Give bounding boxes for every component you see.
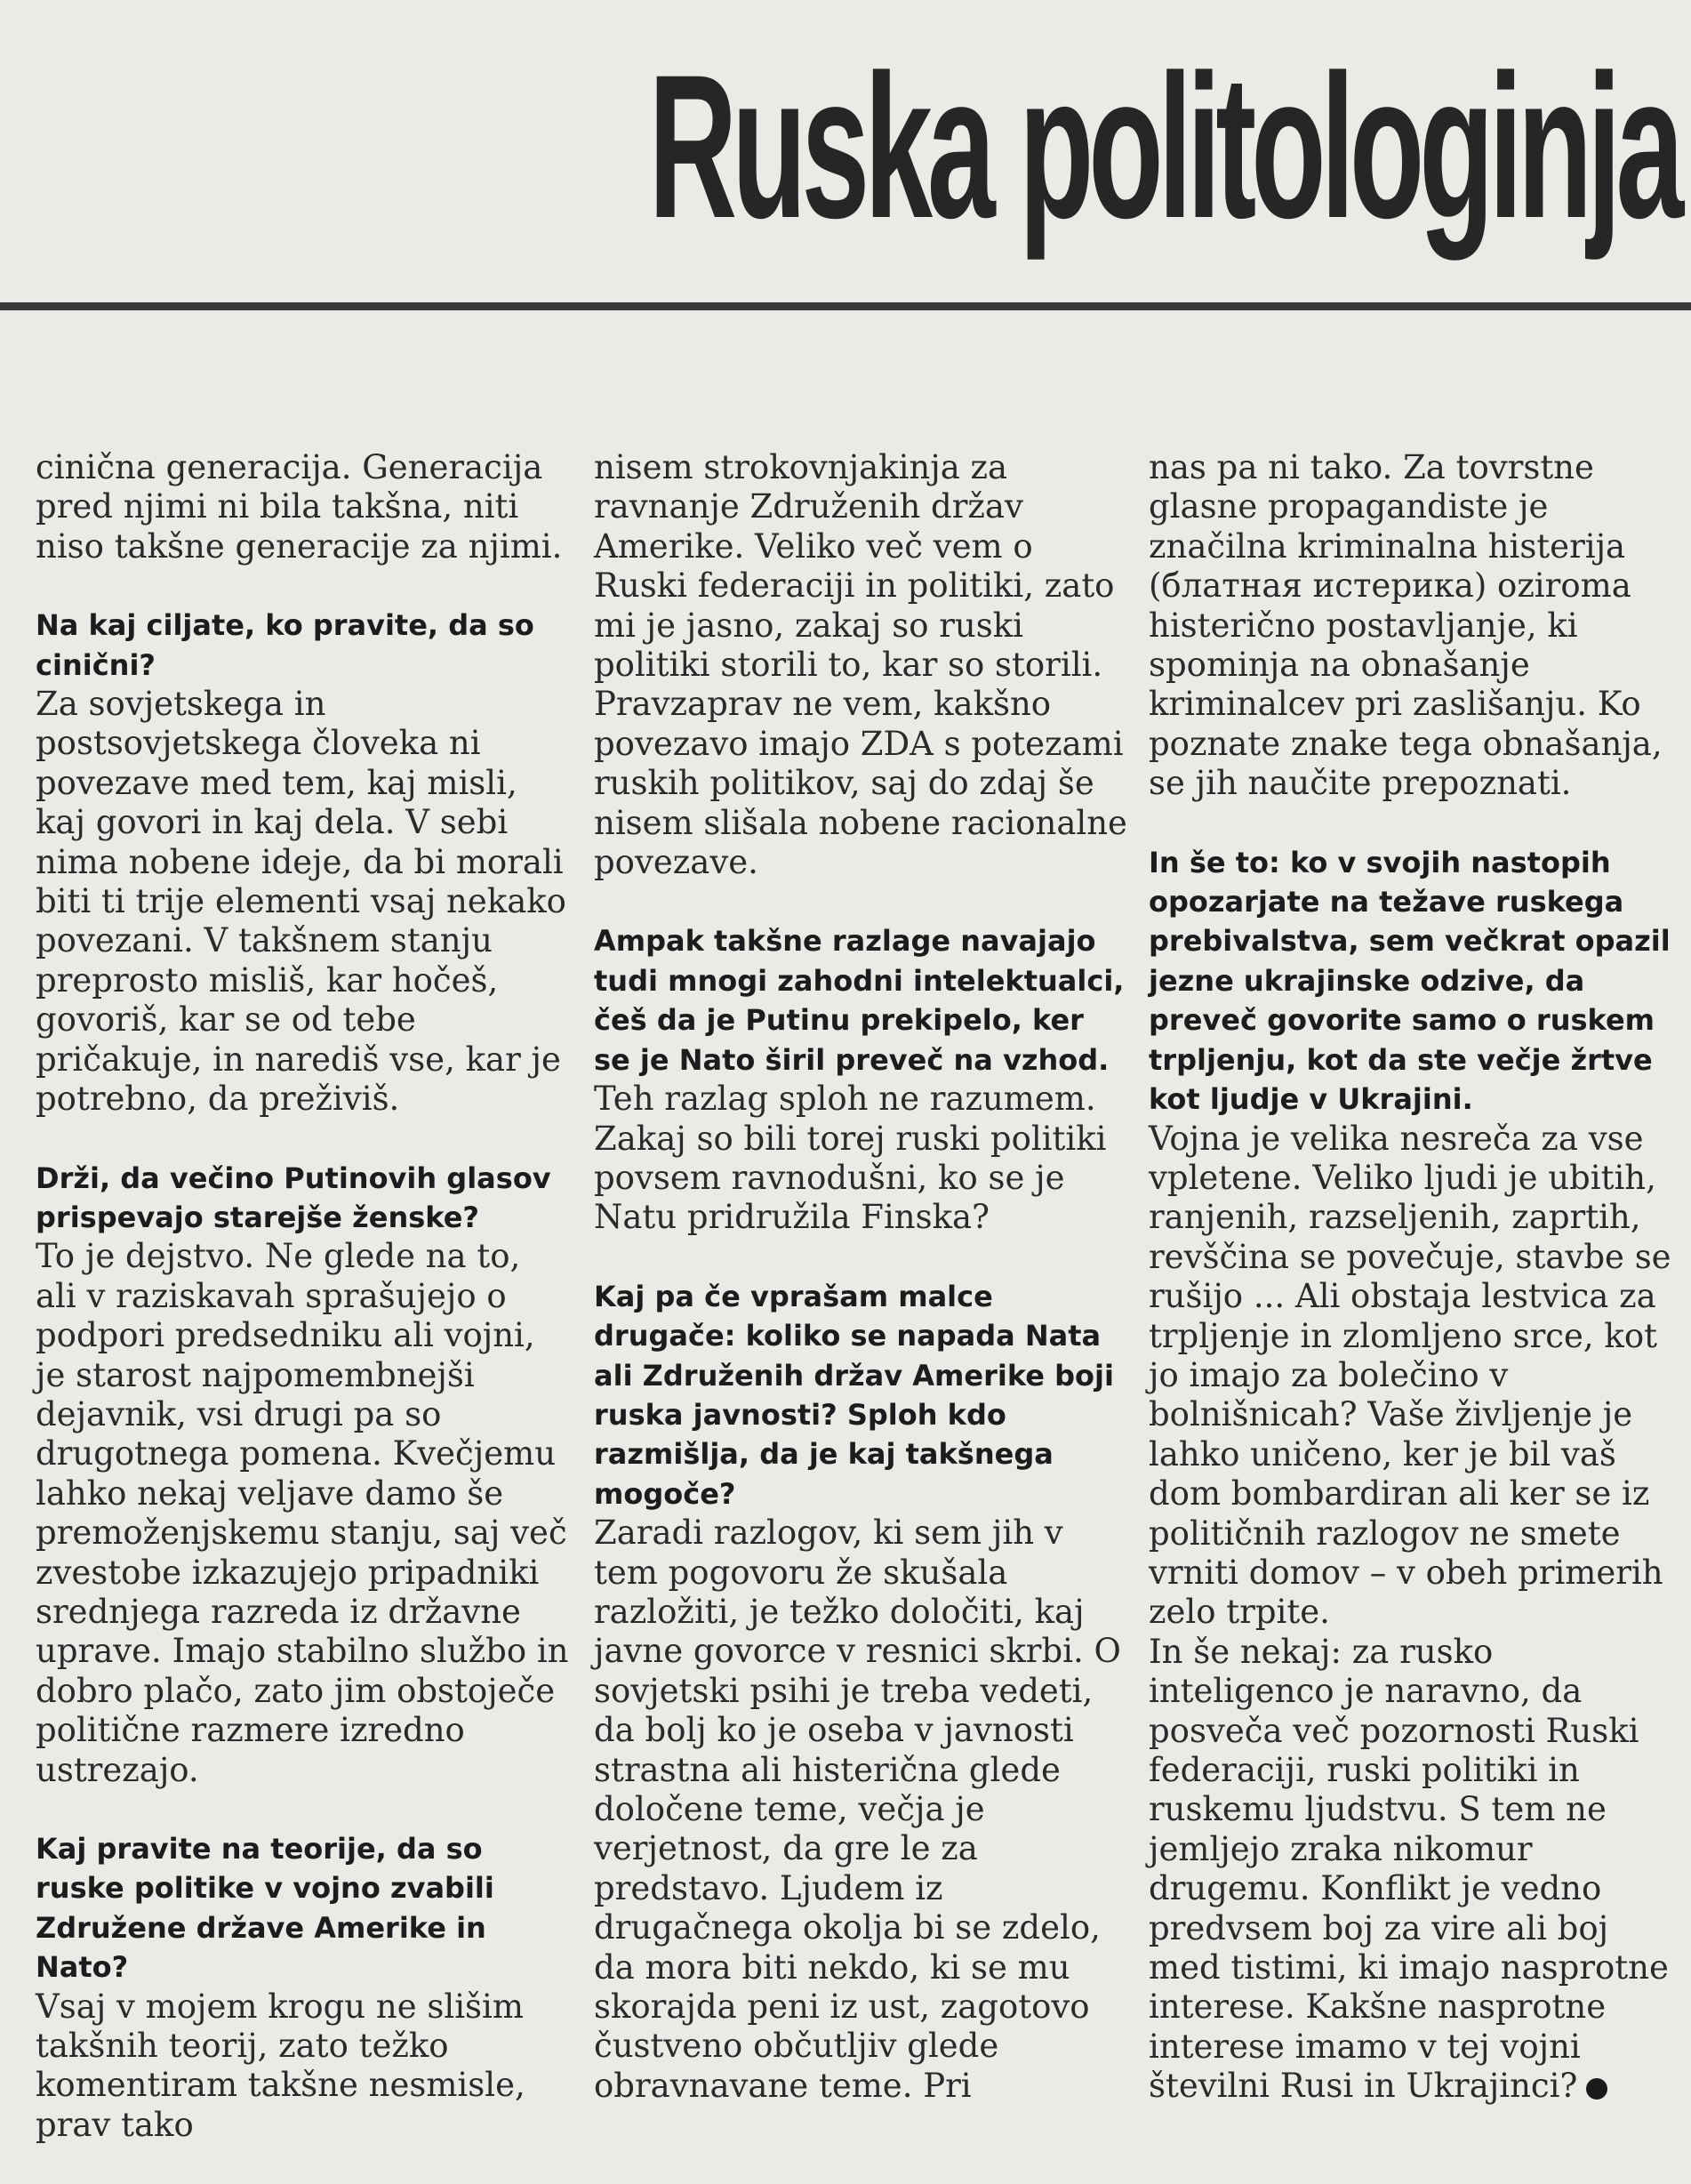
answer-text: Vojna je velika nesreča za vse vpletene. Veliko ljudi je ubitih, ranjenih, razseljenih, zaprtih, revščina se povečuje, stavbe se rušijo ... Ali obstaja lestvica za trpljenje in zlomljeno srce, kot jo imajo za bolečino v bolnišnicah? Vaše življenje je lahko uničeno, ker je bil vaš dom bombardiran ali ker se iz političnih razlogov ne smete vrniti domov – v obeh primerih zelo trpite. (1149, 1119, 1671, 1632)
answer-text: Vsaj v mojem krogu ne slišim takšnih teorij, zato težko komentiram takšne nesmisle, prav tako (36, 1987, 525, 2144)
interview-question: In še to: ko v svojih nastopih opozarjate na težave ruskega prebivalstva, sem večkrat opazil jezne ukrajinske odzive, da preveč govorite samo o ruskem trpljenju, kot da ste večje žrtve kot ljudje v Ukrajini. (1149, 845, 1671, 1117)
paragraph (1149, 448, 1682, 804)
interview-question: Kaj pa če vprašam malce drugače: koliko se napada Nata ali Združenih držav Amerike boji ruska javnosti? Sploh kdo razmišlja, da je kaj takšnega mogoče? (594, 1279, 1114, 1511)
answer-text: Teh razlag sploh ne razumem. Zakaj so bili torej ruski politiki povsem ravnodušni, ko se je Natu pridružila Finska? (594, 1080, 1107, 1237)
qa-block (36, 1829, 569, 2145)
column-3 (1149, 448, 1682, 2146)
answer-text: cinična generacija. Generacija pred njimi ni bila takšna, niti niso takšne generacije za njimi. (36, 448, 563, 566)
interview-question: Drži, da večino Putinovih glasov prispevajo starejše ženske? (36, 1160, 551, 1234)
interview-question: Na kaj ciljate, ko pravite, da so cinični? (36, 608, 534, 682)
interview-question: Ampak takšne razlage navajajo tudi mnogi zahodni intelektualci, češ da je Putinu prekipelo, ker se je Nato širil preveč na vzhod. (594, 924, 1125, 1077)
paragraph (36, 448, 569, 566)
paragraph (1149, 1633, 1682, 2107)
answer-text: Zaradi razlogov, ki sem jih v tem pogovoru že skušala razložiti, je težko določiti, kaj javne govorce v resnici skrbi. O sovjetski psihi je treba vedeti, da bolj ko je oseba v javnosti strastna ali histerična glede določene teme, večja je verjetnost, da gre le za predstavo. Ljudem iz drugačnega okolja bi se zdelo, da mora biti nekdo, ki se mu skorajda peni iz ust, zagotovo čustveno občutljiv glede obravnavane teme. Pri (594, 1514, 1121, 2105)
answer-text: In še nekaj: za rusko inteligenco je naravno, da posveča več pozornosti Ruski federaciji, ruski politiki in ruskemu ljudstvu. S tem ne jemljejo zraka nikomur drugemu. Konflikt je vedno predvsem boj za vire ali boj med tistimi, ki imajo nasprotne interese. Kakšne nasprotne interese imamo v tej vojni številni Rusi in Ukrajinci? (1149, 1632, 1669, 2106)
answer-text: Za sovjetskega in postsovjetskega človeka ni povezave med tem, kaj misli, kaj govori in kaj dela. V sebi nima nobene ideje, da bi morali biti ti trije elementi vsaj nekako povezani. V takšnem stanju preprosto misliš, kar hočeš, govoriš, kar se od tebe pričakuje, in narediš vse, kar je potrebno, da preživiš. (36, 685, 566, 1119)
answer-text: nas pa ni tako. Za tovrstne glasne propagandiste je značilna kriminalna histerija (блатная истерика) oziroma histerično postavljanje, ki spominja na obnašanje kriminalcev pri zaslišanju. Ko poznate znake tega obnašanja, se jih naučite prepoznati. (1149, 448, 1663, 803)
answer-text: To je dejstvo. Ne glede na to, ali v raziskavah sprašujejo o podpori predsedniku ali vojni, je starost najpomembnejši dejavnik, vsi drugi pa so drugotnega pomena. Kvečjemu lahko nekaj veljave damo še premoženjskemu stanju, saj več zvestobe izkazujejo pripadniki srednjega razreda iz državne uprave. Imajo stabilno službo in dobro plačo, zato jim obstoječe politične razmere izredno ustrezajo. (36, 1237, 569, 1789)
qa-block (594, 1277, 1127, 2107)
interview-question: Kaj pravite na teorije, da so ruske politike v vojno zvabili Združene države Amerike in Nato? (36, 1832, 494, 1985)
column-2 (594, 448, 1127, 2145)
paragraph (594, 448, 1127, 882)
qa-block (1149, 843, 1682, 1633)
column-1 (36, 448, 569, 2184)
qa-block (594, 921, 1127, 1237)
answer-text: nisem strokovnjakinja za ravnanje Združenih držav Amerike. Veliko več vem o Ruski federaciji in politiki, zato mi je jasno, zakaj so ruski politiki storili to, kar so storili. Pravzaprav ne vem, kakšno povezavo imajo ZDA s potezami ruskih politikov, saj do zdaj še nisem slišala nobene racionalne povezave. (594, 448, 1127, 882)
end-mark-icon (1586, 2078, 1607, 2100)
headline: Ruska politologinja (648, 32, 1679, 261)
qa-block (36, 606, 569, 1119)
qa-block (36, 1159, 569, 1791)
header-rule (0, 302, 1691, 310)
